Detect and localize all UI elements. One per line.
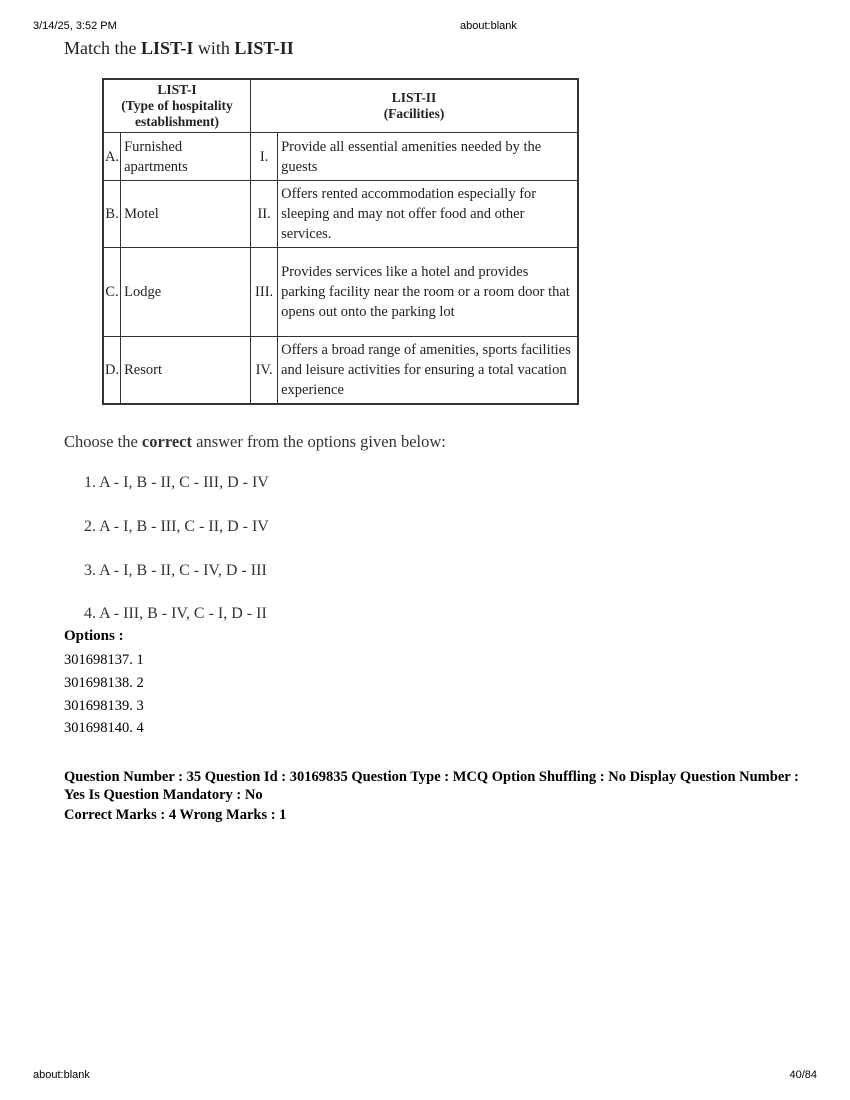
- option-item: 301698138. 2: [64, 675, 144, 691]
- row-numeral: I.: [251, 133, 278, 181]
- table-row: [103, 133, 578, 181]
- row-letter: B.: [103, 181, 121, 248]
- print-datetime: 3/14/25, 3:52 PM: [33, 20, 117, 32]
- row-letter: C.: [103, 248, 121, 337]
- print-url-footer: about:blank: [33, 1069, 90, 1081]
- row-numeral: II.: [251, 181, 278, 248]
- row-facility: Provides services like a hotel and provides parking facility near the room or a room door that opens out onto the parking lot: [278, 248, 578, 337]
- row-facility: Provide all essential amenities needed by the guests: [278, 133, 578, 181]
- row-establishment: Motel: [121, 181, 251, 248]
- answer-choice-4: 4. A - III, B - IV, C - I, D - II: [84, 605, 267, 622]
- row-letter: D.: [103, 337, 121, 405]
- row-establishment: Lodge: [121, 248, 251, 337]
- marks-meta: Correct Marks : 4 Wrong Marks : 1: [64, 807, 287, 823]
- match-table: [102, 78, 579, 405]
- row-facility: Offers rented accommodation especially for sleeping and may not offer food and other services.: [278, 181, 578, 248]
- list1-header: LIST-I (Type of hospitality establishment): [103, 79, 251, 133]
- question-heading: Match the LIST-I with LIST-II: [64, 38, 294, 58]
- options-title: Options :: [64, 628, 124, 644]
- question-meta: Question Number : 35 Question Id : 30169835 Question Type : MCQ Option Shuffling : No Display Question Number : Yes Is Question Mandatory : No: [64, 769, 799, 803]
- option-item: 301698140. 4: [64, 720, 144, 736]
- table-row: [103, 248, 578, 337]
- option-item: 301698139. 3: [64, 698, 144, 714]
- row-establishment: Resort: [121, 337, 251, 405]
- choose-instruction: Choose the correct answer from the options given below:: [64, 432, 446, 451]
- table-row: [103, 181, 578, 248]
- row-numeral: IV.: [251, 337, 278, 405]
- page-number: 40/84: [789, 1069, 817, 1081]
- answer-choice-1: 1. A - I, B - II, C - III, D - IV: [84, 474, 269, 491]
- answer-choice-2: 2. A - I, B - III, C - II, D - IV: [84, 518, 269, 535]
- row-numeral: III.: [251, 248, 278, 337]
- table-row: [103, 337, 578, 405]
- print-url-header: about:blank: [460, 20, 517, 32]
- row-letter: A.: [103, 133, 121, 181]
- option-item: 301698137. 1: [64, 652, 144, 668]
- answer-choice-3: 3. A - I, B - II, C - IV, D - III: [84, 562, 267, 579]
- list2-header: LIST-II (Facilities): [251, 79, 578, 133]
- table-header-row: [103, 79, 578, 133]
- row-establishment: Furnished apartments: [121, 133, 251, 181]
- row-facility: Offers a broad range of amenities, sports facilities and leisure activities for ensuring a total vacation experience: [278, 337, 578, 405]
